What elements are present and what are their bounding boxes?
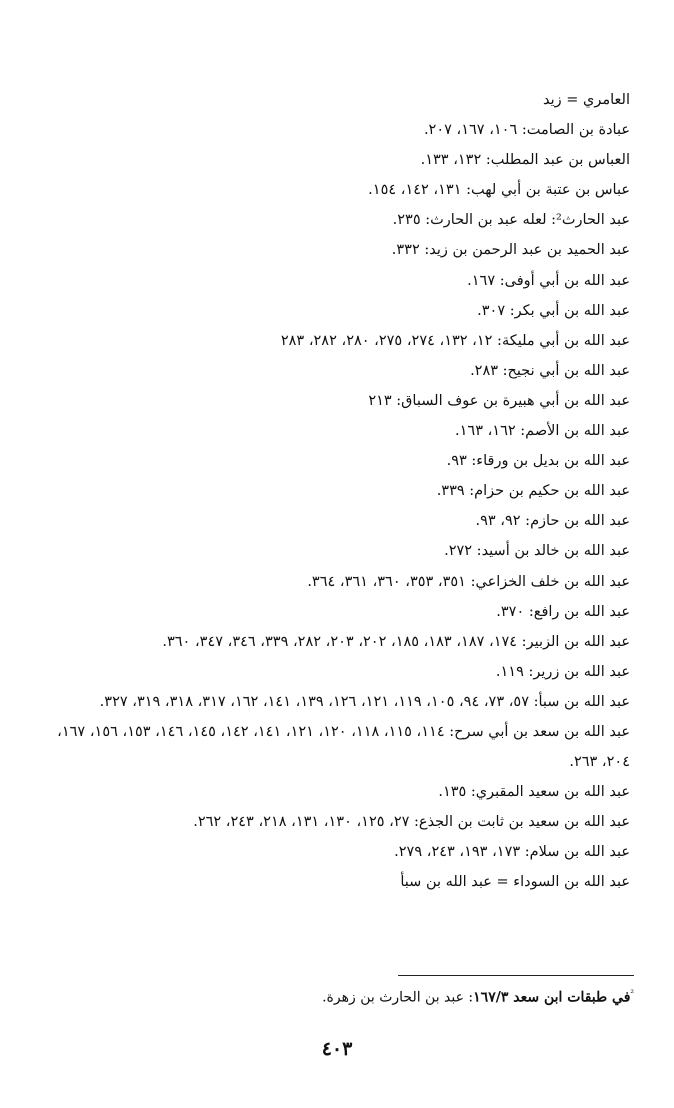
index-entry: عباس بن عتبة بن أبي لهب: ١٣١، ١٤٢، ١٥٤. bbox=[368, 182, 630, 199]
index-entries bbox=[40, 85, 630, 898]
index-entry: عبد الحميد بن عبد الرحمن بن زيد: ٣٣٢. bbox=[391, 242, 630, 259]
index-entry: عبد الله بن رافع: ٣٧٠. bbox=[496, 603, 630, 620]
index-entry: عبد الله بن حكيم بن حزام: ٣٣٩. bbox=[436, 483, 630, 500]
index-entry: عبد الله بن الزبير: ١٧٤، ١٨٧، ١٨٣، ١٨٥، ٢٠٢، ٢٠٣، ٢٨٢، ٣٣٩، ٣٤٦، ٣٤٧، ٣٦٠. bbox=[162, 633, 630, 650]
index-entry: عبد الله بن خلف الخزاعي: ٣٥١، ٣٥٣، ٣٦٠، ٣٦١، ٣٦٤. bbox=[307, 573, 630, 590]
footnote-divider bbox=[398, 975, 634, 976]
index-entry: عبد الله بن خالد بن أسيد: ٢٧٢. bbox=[444, 543, 630, 560]
index-entry: عبد الله بن الأصم: ١٦٢، ١٦٣. bbox=[455, 423, 630, 440]
index-entry: عبد الحارث²: لعله عبد بن الحارث: ٢٣٥. bbox=[392, 212, 630, 229]
index-entry: العامري = زيد bbox=[543, 92, 630, 108]
index-entry: عبد الله بن سبأ: ٥٧، ٧٣، ٩٤، ١٠٥، ١١٩، ١٢١، ١٢٦، ١٣٩، ١٤١، ١٦٢، ٣١٧، ٣١٨، ٣١٩، ٣٢٧. bbox=[99, 693, 630, 710]
footnote bbox=[34, 989, 634, 1006]
index-entry: عبد الله بن زرير: ١١٩. bbox=[495, 663, 630, 680]
index-entry: عبد الله بن سعيد بن ثابت بن الجذع: ٢٧، ١٢٥، ١٣٠، ١٣١، ٢١٨، ٢٤٣، ٢٦٢. bbox=[193, 814, 630, 831]
index-entry: عبد الله بن أبي بكر: ٣٠٧. bbox=[477, 302, 630, 319]
footnote-source: في طبقات ابن سعد ١٦٧/٣ bbox=[473, 989, 631, 1006]
index-entry: العباس بن عبد المطلب: ١٣٢، ١٣٣. bbox=[420, 152, 630, 169]
index-entry: عبد الله بن سعيد المقبري: ١٣٥. bbox=[438, 784, 630, 801]
index-entry: عبادة بن الصامت: ١٠٦، ١٦٧، ٢٠٧. bbox=[423, 122, 630, 139]
index-entry: عبد الله بن سعد بن أبي سرح: ١١٤، ١١٥، ١١٨، ١٢٠، ١٢١، ١٤١، ١٤٢، ١٤٥، ١٤٦، ١٥٣، ١٥٦، ١٦٧، ٢٠٤، ٢٦٣. bbox=[57, 723, 630, 771]
footnote-text: : عبد بن الحارث بن زهرة. bbox=[322, 989, 474, 1006]
index-entry: عبد الله بن سلام: ١٧٣، ١٩٣، ٢٤٣، ٢٧٩. bbox=[394, 844, 630, 861]
page-number: ٤٠٣ bbox=[321, 1038, 353, 1060]
index-entry: عبد الله بن أبي نجيح: ٢٨٣. bbox=[470, 362, 630, 379]
index-entry: عبد الله بن أبي مليكة: ١٢، ١٣٢، ٢٧٤، ٢٧٥، ٢٨٠، ٢٨٢، ٢٨٣ bbox=[280, 332, 630, 349]
index-entry: عبد الله بن حازم: ٩٢، ٩٣. bbox=[475, 513, 630, 530]
index-entry: عبد الله بن السوداء = عبد الله بن سبأ bbox=[400, 874, 630, 891]
index-entry: عبد الله بن أبي أوفى: ١٦٧. bbox=[467, 272, 630, 289]
index-entry: عبد الله بن بديل بن ورقاء: ٩٣. bbox=[446, 453, 630, 470]
footnote-marker: ² bbox=[630, 989, 634, 999]
index-entry: عبد الله بن أبي هبيرة بن عوف السباق: ٢١٣ bbox=[368, 392, 630, 409]
